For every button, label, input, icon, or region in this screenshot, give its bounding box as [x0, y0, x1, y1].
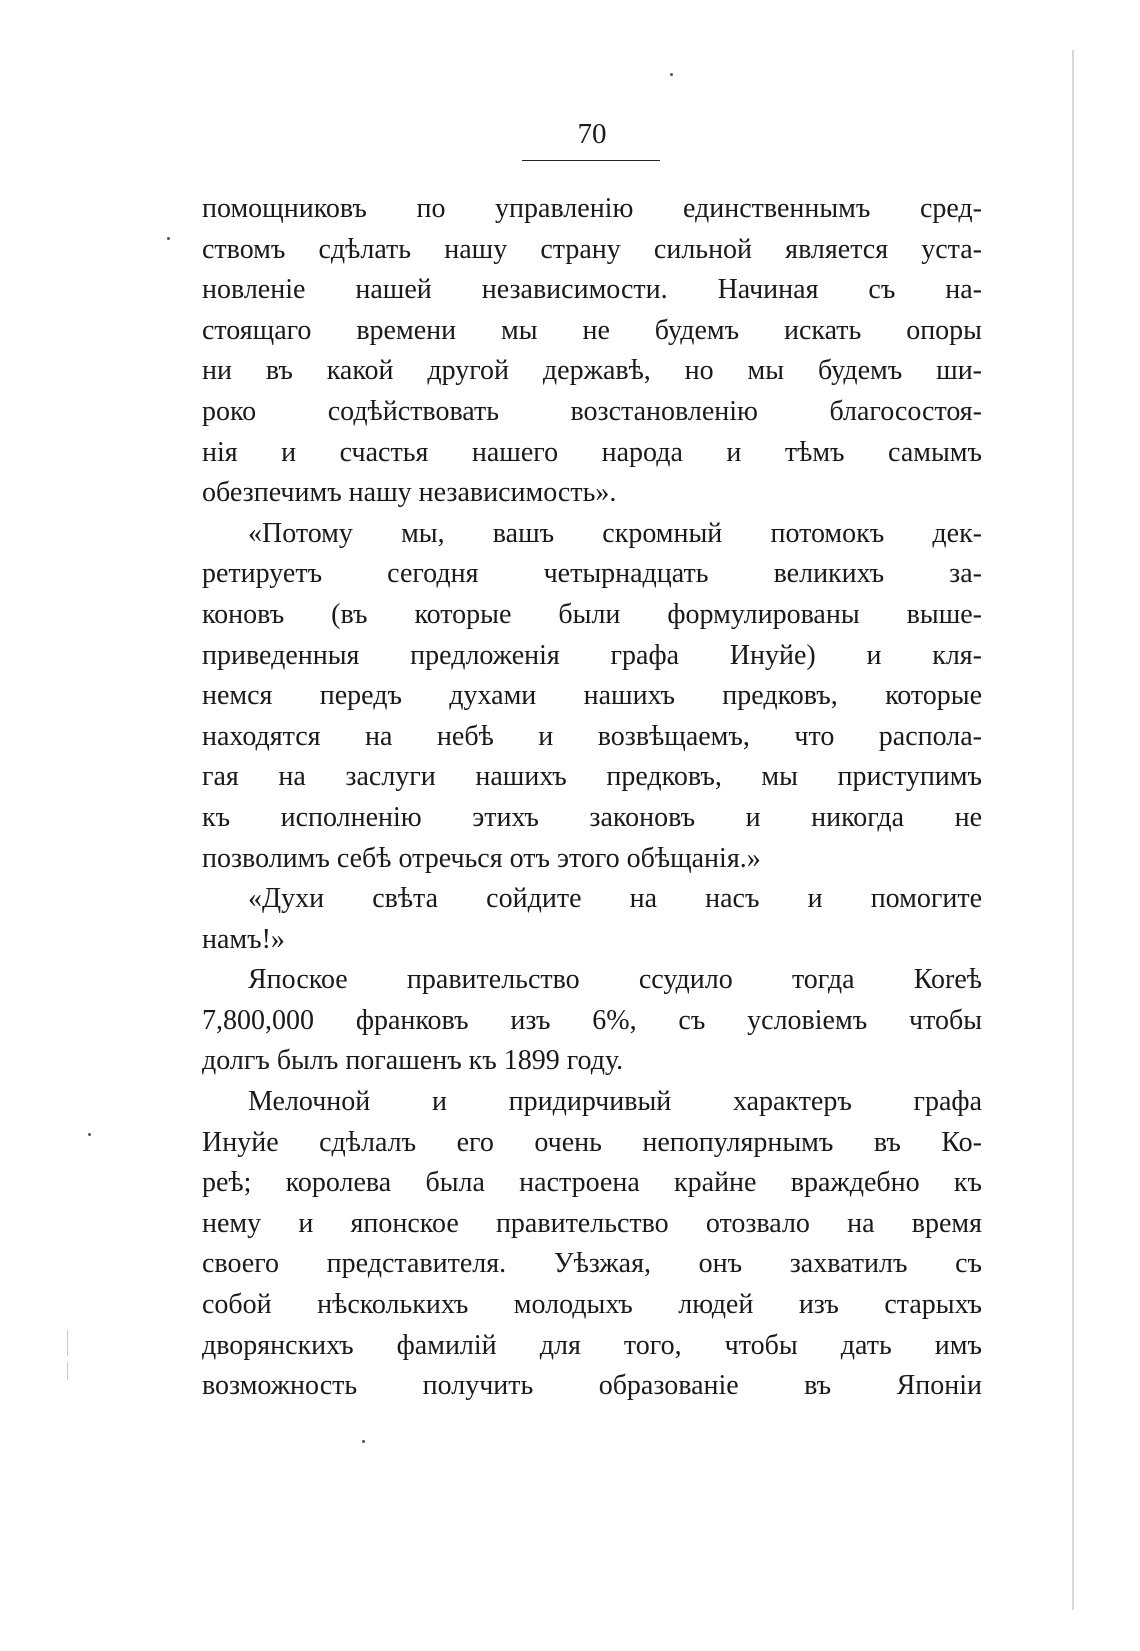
page-number: 70	[577, 118, 607, 150]
text-line: находятся на небѣ и возвѣщаемъ, что распола-	[202, 720, 982, 752]
scan-speck	[88, 1133, 91, 1136]
text-line: 7,800,000 франковъ изъ 6%, съ условіемъ чтобы	[202, 1004, 982, 1036]
text-line: Япоское правительство ссудило тогда Коreѣ	[248, 964, 982, 996]
scan-speck	[167, 237, 170, 240]
text-line: къ исполненію этихъ законовъ и никогда не	[202, 801, 982, 833]
text-line: немся передъ духами нашихъ предковъ, которые	[202, 680, 982, 712]
scan-speck	[362, 1440, 365, 1443]
text-line: гая на заслуги нашихъ предковъ, мы приступимъ	[202, 761, 982, 793]
text-line: коновъ (въ которые были формулированы выше-	[202, 598, 982, 630]
text-line: «Духи свѣта сойдите на насъ и помогите	[248, 883, 982, 915]
text-line: приведенныя предложенія графа Инуйе) и кля-	[202, 639, 982, 671]
text-line: намъ!»	[202, 923, 285, 955]
text-line: ствомъ сдѣлать нашу страну сильной является уста-	[202, 233, 982, 265]
scan-mark	[67, 1362, 68, 1380]
text-line: дворянскихъ фамилій для того, чтобы дать имъ	[202, 1329, 982, 1361]
text-line: позволимъ себѣ отречься отъ этого обѣщанія.»	[202, 842, 761, 874]
text-line: новленіе нашей независимости. Начиная съ на-	[202, 274, 982, 306]
text-line: возможность получить образованіе въ Японіи	[202, 1370, 982, 1402]
text-line: ни въ какой другой державѣ, но мы будемъ ши-	[202, 355, 982, 387]
page-edge-shadow	[1072, 50, 1074, 1610]
text-line: реѣ; королева была настроена крайне враждебно къ	[202, 1167, 982, 1199]
text-line: нему и японское правительство отозвало на время	[202, 1207, 982, 1239]
body-text	[202, 189, 982, 1407]
text-line: помощниковъ по управленію единственнымъ сред-	[202, 193, 982, 224]
text-line: собой нѣсколькихъ молодыхъ людей изъ старыхъ	[202, 1289, 982, 1321]
scan-speck	[670, 73, 673, 76]
text-line: ретируетъ сегодня четырнадцать великихъ за-	[202, 558, 982, 590]
page-number-rule	[522, 160, 660, 161]
text-line: стоящаго времени мы не будемъ искать опоры	[202, 314, 982, 346]
text-line: «Потому мы, вашъ скромный потомокъ дек-	[248, 517, 982, 549]
text-line: долгъ былъ погашенъ къ 1899 году.	[202, 1045, 624, 1077]
text-line: своего представителя. Уѣзжая, онъ захватилъ съ	[202, 1248, 982, 1280]
text-line: Мелочной и придирчивый характеръ графа	[248, 1086, 982, 1118]
text-line: нія и счастья нашего народа и тѣмъ самымъ	[202, 436, 982, 468]
text-line: обезпечимъ нашу независимость».	[202, 477, 617, 509]
text-line: Инуйе сдѣлалъ его очень непопулярнымъ въ Ко-	[202, 1126, 982, 1158]
scan-mark	[67, 1330, 68, 1356]
text-line: роко содѣйствовать возстановленію благосостоя-	[202, 395, 982, 427]
